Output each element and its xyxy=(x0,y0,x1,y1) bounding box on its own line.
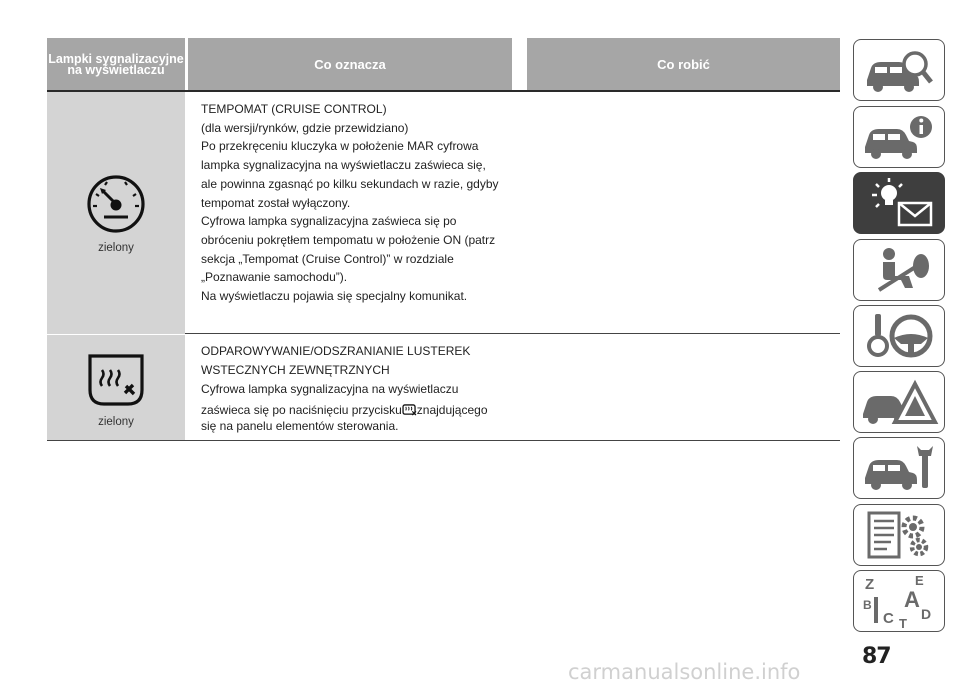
sidebar-tab-starting-driving[interactable] xyxy=(853,305,945,367)
sidebar-tab-car-search[interactable] xyxy=(853,39,945,101)
text-line: TEMPOMAT (CRUISE CONTROL) xyxy=(201,102,387,116)
row-divider xyxy=(185,333,840,334)
mirror-defrost-icon xyxy=(84,348,148,410)
alphabetical-index-icon xyxy=(859,573,939,629)
warning-lights-table xyxy=(47,38,840,434)
mirror-defrost-button-icon xyxy=(402,404,417,416)
index-letter: D xyxy=(921,606,932,622)
text-line: „Poznawanie samochodu”). xyxy=(201,270,348,285)
table-row xyxy=(47,92,840,334)
table-header xyxy=(47,38,840,90)
text-line: ODPAROWYWANIE/ODSZRANIANIE LUSTEREK xyxy=(201,344,471,358)
car-search-icon xyxy=(859,42,939,98)
sidebar-tab-emergency[interactable] xyxy=(853,371,945,433)
cruise-control-icon xyxy=(84,172,148,236)
text-line: Po przekręceniu kluczyka w położenie MAR cyfrowa xyxy=(201,139,479,154)
seat-airbag-icon xyxy=(859,242,939,298)
sidebar-tab-warning-lights[interactable] xyxy=(853,172,945,234)
text-line: WSTECZNYCH ZEWNĘTRZNYCH xyxy=(201,362,390,377)
index-letter: B xyxy=(863,598,872,612)
text-line: obróceniu pokrętłem tempomatu w położenie ON (patrz xyxy=(201,232,496,247)
sidebar-tab-safety[interactable] xyxy=(853,239,945,301)
lamp-cell xyxy=(47,335,185,441)
text-fragment: zaświeca się po naciśnięciu przycisku xyxy=(201,403,402,418)
row-divider xyxy=(47,440,840,441)
technical-data-gears-icon xyxy=(859,507,939,563)
sidebar-tab-index[interactable] xyxy=(853,570,945,632)
index-letter: Z xyxy=(865,576,875,593)
text-fragment: znajdującego xyxy=(416,403,488,418)
index-letter: C xyxy=(883,610,894,627)
watermark: carmanualsonline.info xyxy=(568,660,801,684)
text-line: Na wyświetlaczu pojawia się specjalny komunikat. xyxy=(201,289,468,304)
text-line: tempomat został wyłączony. xyxy=(201,195,351,210)
index-letter: E xyxy=(915,573,924,588)
meaning-text xyxy=(201,100,521,306)
header-meaning: Co oznacza xyxy=(188,38,512,90)
text-line: sekcja „Tempomat (Cruise Control)” w rozdziale xyxy=(201,251,454,266)
header-lamps: Lampki sygnalizacyjne na wyświetlaczu xyxy=(47,38,185,90)
table-row xyxy=(47,335,840,441)
sidebar-tab-technical-data[interactable] xyxy=(853,504,945,566)
header-action: Co robić xyxy=(527,38,840,90)
lamp-cell xyxy=(47,92,185,334)
car-info-icon xyxy=(859,109,939,165)
text-line: się na panelu elementów sterowania. xyxy=(201,419,399,434)
text-line: Cyfrowa lampka sygnalizacyjna na wyświetlaczu xyxy=(201,381,459,396)
car-maintenance-wrench-icon xyxy=(859,440,939,496)
lamp-color-label: zielony xyxy=(98,242,134,254)
page-number: 87 xyxy=(862,644,891,669)
meaning-text xyxy=(201,342,521,436)
car-breakdown-warning-icon xyxy=(859,374,939,430)
sidebar-tab-car-info[interactable] xyxy=(853,106,945,168)
text-line: (dla wersji/rynków, gdzie przewidziano) xyxy=(201,120,409,135)
index-letter: T xyxy=(899,616,907,629)
sidebar-tab-servicing[interactable] xyxy=(853,437,945,499)
text-line: ale powinna zgasnąć po kilku sekundach w razie, gdyby xyxy=(201,176,499,191)
text-line: lampka sygnalizacyjna na wyświetlaczu zaświeca się, xyxy=(201,158,486,173)
warning-lights-message-icon xyxy=(859,175,939,231)
index-letter: A xyxy=(904,587,920,612)
lamp-color-label: zielony xyxy=(98,416,134,428)
key-steering-wheel-icon xyxy=(859,308,939,364)
text-line: Cyfrowa lampka sygnalizacyjna zaświeca się po xyxy=(201,214,457,229)
